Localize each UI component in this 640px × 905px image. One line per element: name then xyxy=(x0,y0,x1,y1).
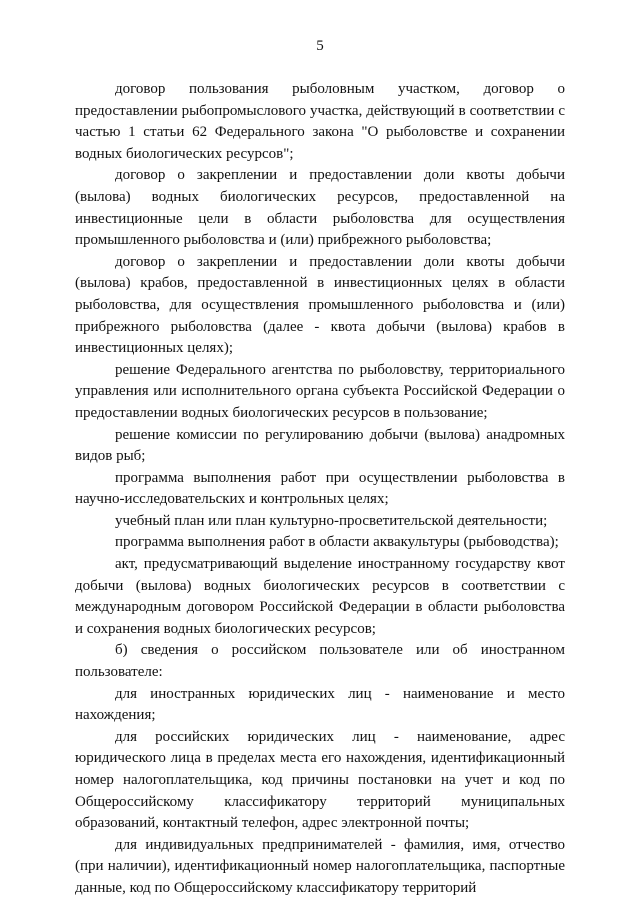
paragraph-fishing-area-contract: договор пользования рыболовным участком, договор о предоставлении рыбопромыслового участка, действующий в соответствии с частью 1 статьи 62 Федерального закона "О рыболовстве и сохранении водных биологических ресурсов"; xyxy=(75,81,565,162)
paragraph-user-info-heading: б) сведения о российском пользователе или об иностранном пользователе: xyxy=(75,642,565,681)
paragraph-foreign-legal-entities: для иностранных юридических лиц - наименование и место нахождения; xyxy=(75,685,565,724)
paragraph-crab-quota-contract: договор о закреплении и предоставлении доли квоты добычи (вылова) крабов, предоставленной в инвестиционных целях в области рыболовства, для осуществления промышленного рыболовства и (или) прибрежного рыболовства (далее - квота добычи (вылова) крабов в инвестиционных целях); xyxy=(75,253,565,357)
paragraph-individual-entrepreneurs: для индивидуальных предпринимателей - фамилия, имя, отчество (при наличии), идентификационный номер налогоплательщика, паспортные данные, код по Общероссийскому классификатору территорий xyxy=(75,836,565,896)
paragraph-foreign-state-quota-act: акт, предусматривающий выделение иностранному государству квот добычи (вылова) водных биологических ресурсов в соответствии с международным договором Российской Федерации в области рыболовства и сохранения водных биологических ресурсов; xyxy=(75,556,565,637)
paragraph-agency-decision: решение Федерального агентства по рыболовству, территориального управления или исполнительного органа субъекта Российской Федерации о предоставлении водных биологических ресурсов в пользование; xyxy=(75,361,565,421)
paragraph-commission-decision: решение комиссии по регулированию добычи (вылова) анадромных видов рыб; xyxy=(75,426,565,465)
page-number: 5 xyxy=(316,38,324,54)
paragraph-russian-legal-entities: для российских юридических лиц - наименование, адрес юридического лица в пределах места его нахождения, идентификационный номер налогоплательщика, код причины постановки на учет и код по Общероссийскому классификатору территорий муниципальных образований, контактный телефон, адрес электронной почты; xyxy=(75,728,565,832)
paragraph-research-program: программа выполнения работ при осуществлении рыболовства в научно-исследовательских и контрольных целях; xyxy=(75,469,565,508)
document-body xyxy=(75,79,565,900)
paragraph-aquaculture-program: программа выполнения работ в области аквакультуры (рыбоводства); xyxy=(115,534,559,551)
paragraph-quota-share-contract: договор о закреплении и предоставлении доли квоты добычи (вылова) водных биологических ресурсов, предоставленной на инвестиционные цели в области рыболовства для осуществления промышленного рыболовства и (или) прибрежного рыболовства; xyxy=(75,167,565,249)
paragraph-educational-plan: учебный план или план культурно-просветительской деятельности; xyxy=(115,512,548,529)
